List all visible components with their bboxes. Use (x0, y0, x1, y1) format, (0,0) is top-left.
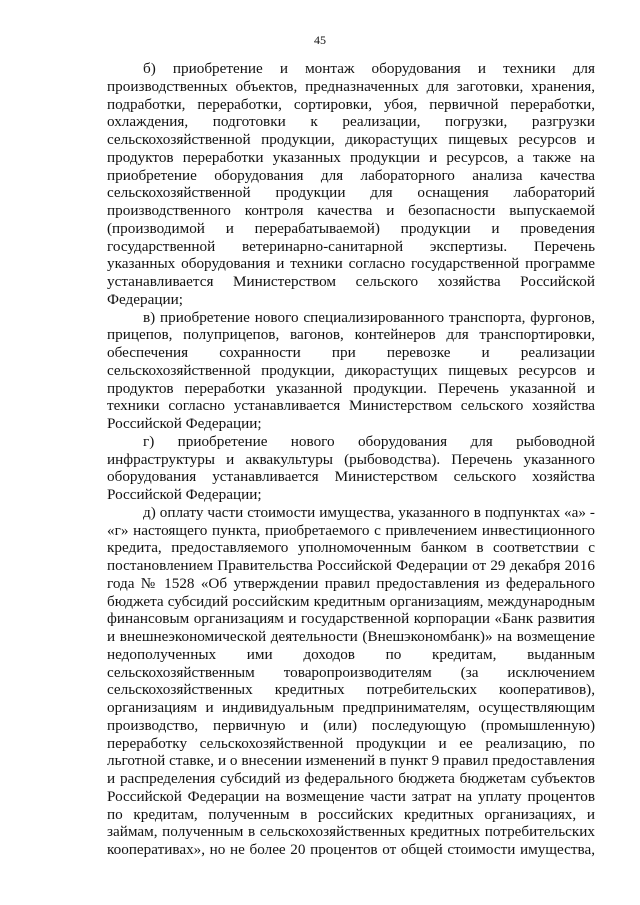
page-number: 45 (314, 33, 326, 47)
text-line: прицепов, полуприцепов, вагонов, контейнеров для транспортировки, (107, 326, 595, 344)
text-line: бюджета субсидий российским кредитным организациям, международным (107, 592, 595, 610)
text-line: подработки, переработки, сортировки, убоя, первичной переработки, (107, 95, 595, 113)
text-line: г) приобретение нового оборудования для рыбоводной (143, 432, 595, 450)
text-line: года № 1528 «Об утверждении правил предоставления из федерального (107, 574, 595, 592)
text-line: Российской Федерации; (107, 486, 262, 503)
text-line: техники согласно устанавливается Министерством сельского хозяйства (107, 397, 595, 415)
text-line: постановлением Правительства Российской Федерации от 29 декабря 2016 (107, 557, 595, 574)
paragraph-v (107, 309, 595, 433)
text-line: переработку сельскохозяйственной продукции и ее реализацию, по (107, 734, 595, 752)
text-line: и внешнеэкономической деятельности (Внешэкономбанк)» на возмещение (107, 628, 595, 645)
text-line: производственных объектов, предназначенных для заготовки, хранения, (107, 77, 595, 95)
text-line: приобретение оборудования для лабораторного анализа качества (107, 166, 595, 184)
text-line: финансовым организациям и государственной корпорации «Банк развития (107, 610, 595, 628)
text-line: производство, первичную и (или) последующую (промышленную) (107, 716, 595, 734)
text-line: займам, полученным в сельскохозяйственных кредитных потребительских (107, 823, 595, 841)
text-line: (производимой и перерабатываемой) продукции и проведения (107, 219, 595, 237)
text-line: Российской Федерации; (107, 415, 262, 432)
text-line: кооперативах», но не более 20 процентов от общей стоимости имущества, (107, 841, 595, 858)
text-line: производственного контроля качества и безопасности выпускаемой (107, 202, 595, 219)
text-line: сельскохозяйственных кредитных потребительских кооперативов), (107, 681, 595, 699)
text-line: Федерации; (107, 290, 183, 308)
text-line: в) приобретение нового специализированного транспорта, фургонов, (143, 308, 595, 326)
text-line: государственной ветеринарно-санитарной экспертизы. Перечень (107, 237, 595, 255)
text-line: инфраструктуры и аквакультуры (рыбоводства). Перечень указанного (107, 450, 595, 468)
text-line: сельскохозяйственной продукции для оснащения лабораторий (107, 184, 595, 202)
text-line: по кредитам, полученным в российских кредитных организациях, и (107, 805, 595, 823)
text-line: д) оплату части стоимости имущества, указанного в подпунктах «а» - (143, 503, 595, 521)
text-line: продуктов переработки указанных продукции и ресурсов, а также на (107, 148, 595, 166)
document-body (107, 60, 595, 859)
text-line: сельскохозяйственной продукции, дикорастущих пищевых ресурсов и (107, 131, 595, 148)
text-line: и распределения субсидий из федерального бюджета бюджетам субъектов (107, 770, 595, 787)
text-line: б) приобретение и монтаж оборудования и техники для (143, 60, 595, 77)
text-line: сельскохозяйственным товаропроизводителям (за исключением (107, 663, 595, 681)
paragraph-d (107, 504, 595, 859)
text-line: «г» настоящего пункта, приобретаемого с привлечением инвестиционного (107, 521, 595, 539)
paragraph-g (107, 433, 595, 504)
text-line: Российской Федерации на возмещение части затрат на уплату процентов (107, 787, 595, 805)
text-line: льготной ставке, и о внесении изменений в пункт 9 правил предоставления (107, 752, 595, 770)
text-line: продуктов переработки указанной продукции. Перечень указанной и (107, 379, 595, 397)
text-line: оборудования устанавливается Министерством сельского хозяйства (107, 468, 595, 486)
text-line: кредита, предоставляемого уполномоченным банком в соответствии с (107, 539, 595, 557)
text-line: указанных оборудования и техники согласно государственной программе (107, 255, 595, 273)
paragraph-b (107, 60, 595, 309)
text-line: охлаждения, подготовки к реализации, погрузки, разгрузки (107, 113, 595, 131)
text-line: недополученных ими доходов по кредитам, выданным (107, 645, 595, 663)
text-line: обеспечения сохранности при перевозке и реализации (107, 344, 595, 361)
text-line: устанавливается Министерством сельского хозяйства Российской (107, 273, 595, 290)
text-line: сельскохозяйственной продукции, дикорастущих пищевых ресурсов и (107, 361, 595, 379)
text-line: организациям и индивидуальным предпринимателям, осуществляющим (107, 699, 595, 716)
